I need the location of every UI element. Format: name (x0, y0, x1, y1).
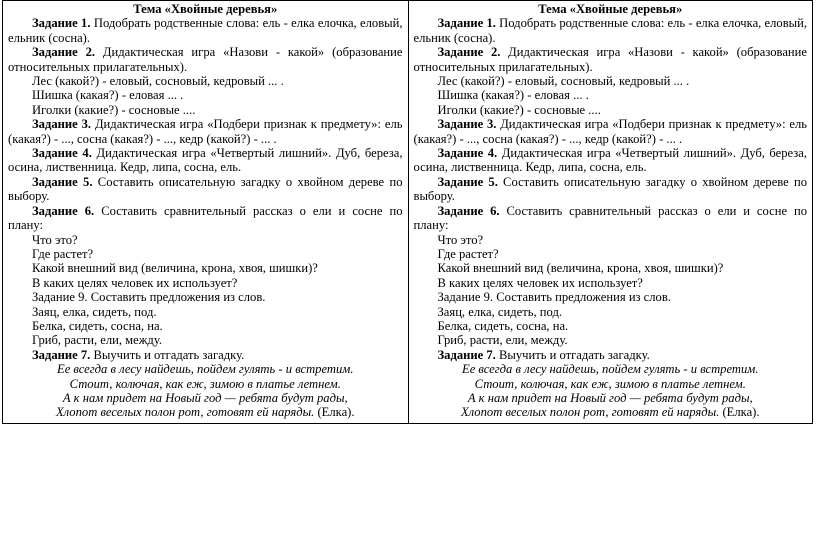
task-2-line: Шишка (какая?) - еловая ... . (32, 88, 184, 103)
plan-line: Что это? (437, 232, 484, 247)
task-3: Задание 3. Дидактическая игра «Подбери признак к предмету»: ель (какая?) - ..., сосна (какая?) - ..., кедр (какой?) - ... . (8, 117, 403, 146)
plan-line: Какой внешний вид (величина, крона, хвоя, шишки)? (437, 261, 724, 276)
task-2-line: Иголки (какие?) - сосновые .... (32, 102, 196, 117)
task-4: Задание 4. Дидактическая игра «Четвертый лишний». Дуб, береза, осина, лиственница. Кедр, липа, сосна, ель. (8, 146, 403, 175)
plan-line: Какой внешний вид (величина, крона, хвоя, шишки)? (32, 261, 318, 276)
task-9: Задание 9. Составить предложения из слов. (437, 290, 671, 305)
task-3: Задание 3. Дидактическая игра «Подбери признак к предмету»: ель (какая?) - ..., сосна (какая?) - ..., кедр (какой?) - ... . (413, 117, 807, 146)
riddle-last-line: Хлопот веселых полон рот, готовят ей наряды. (Елка). (460, 405, 760, 420)
task-2: Задание 2. Дидактическая игра «Назови - какой» (образование относительных прилагательных). (413, 45, 807, 74)
page-title: Тема «Хвойные деревья» (133, 2, 278, 16)
task-1: Задание 1. Подобрать родственные слова: ель - елка елочка, еловый, ельник (сосна). (8, 16, 403, 45)
plan-line: В каких целях человек их использует? (437, 275, 643, 290)
plan-line: Где растет? (437, 246, 499, 261)
task-9-line: Заяц, елка, сидеть, под. (32, 304, 157, 319)
riddle-line: Ее всегда в лесу найдешь, пойдем гулять - и встретим. (57, 362, 354, 377)
task-9-line: Гриб, расти, ели, между. (437, 333, 568, 348)
riddle-line: Ее всегда в лесу найдешь, пойдем гулять - и встретим. (462, 362, 759, 377)
task-7: Задание 7. Выучить и отгадать загадку. (32, 347, 245, 362)
task-2-line: Лес (какой?) - еловый, сосновый, кедровый ... . (32, 74, 284, 89)
task-9-line: Заяц, елка, сидеть, под. (437, 304, 563, 319)
task-7: Задание 7. Выучить и отгадать загадку. (437, 347, 650, 362)
plan-line: Где растет? (32, 246, 94, 261)
task-2: Задание 2. Дидактическая игра «Назови - какой» (образование относительных прилагательных). (8, 45, 403, 74)
riddle-last-line: Хлопот веселых полон рот, готовят ей наряды. (Елка). (55, 405, 355, 420)
task-5: Задание 5. Составить описательную загадку о хвойном дереве по выбору. (8, 174, 403, 204)
riddle-line: А к нам придет на Новый год — ребята будут рады, (467, 390, 753, 405)
task-9-line: Белка, сидеть, сосна, на. (437, 318, 569, 333)
task-5: Задание 5. Составить описательную загадку о хвойном дереве по выбору. (413, 174, 807, 204)
task-6: Задание 6. Составить сравнительный рассказ о ели и сосне по плану: (8, 203, 403, 233)
right-column (408, 1, 813, 423)
task-1: Задание 1. Подобрать родственные слова: ель - елка елочка, еловый, ельник (сосна). (413, 16, 808, 45)
riddle-line: Стоит, колючая, как еж, зимою в платье летнем. (69, 376, 341, 391)
riddle-line: А к нам придет на Новый год — ребята будут рады, (62, 390, 348, 405)
page-title: Тема «Хвойные деревья» (538, 2, 683, 16)
riddle-line: Стоит, колючая, как еж, зимою в платье летнем. (474, 376, 746, 391)
task-9: Задание 9. Составить предложения из слов. (32, 290, 266, 305)
plan-line: Что это? (32, 232, 78, 247)
plan-line: В каких целях человек их использует? (32, 275, 238, 290)
task-2-line: Иголки (какие?) - сосновые .... (437, 102, 601, 117)
document-table (2, 0, 813, 424)
task-9-line: Белка, сидеть, сосна, на. (32, 318, 163, 333)
left-column (3, 1, 408, 423)
task-2-line: Шишка (какая?) - еловая ... . (437, 88, 589, 103)
task-6: Задание 6. Составить сравнительный рассказ о ели и сосне по плану: (413, 203, 807, 233)
task-4: Задание 4. Дидактическая игра «Четвертый лишний». Дуб, береза, осина, лиственница. Кедр, липа, сосна, ель. (413, 146, 807, 175)
task-9-line: Гриб, расти, ели, между. (32, 333, 163, 348)
task-2-line: Лес (какой?) - еловый, сосновый, кедровый ... . (437, 74, 690, 89)
